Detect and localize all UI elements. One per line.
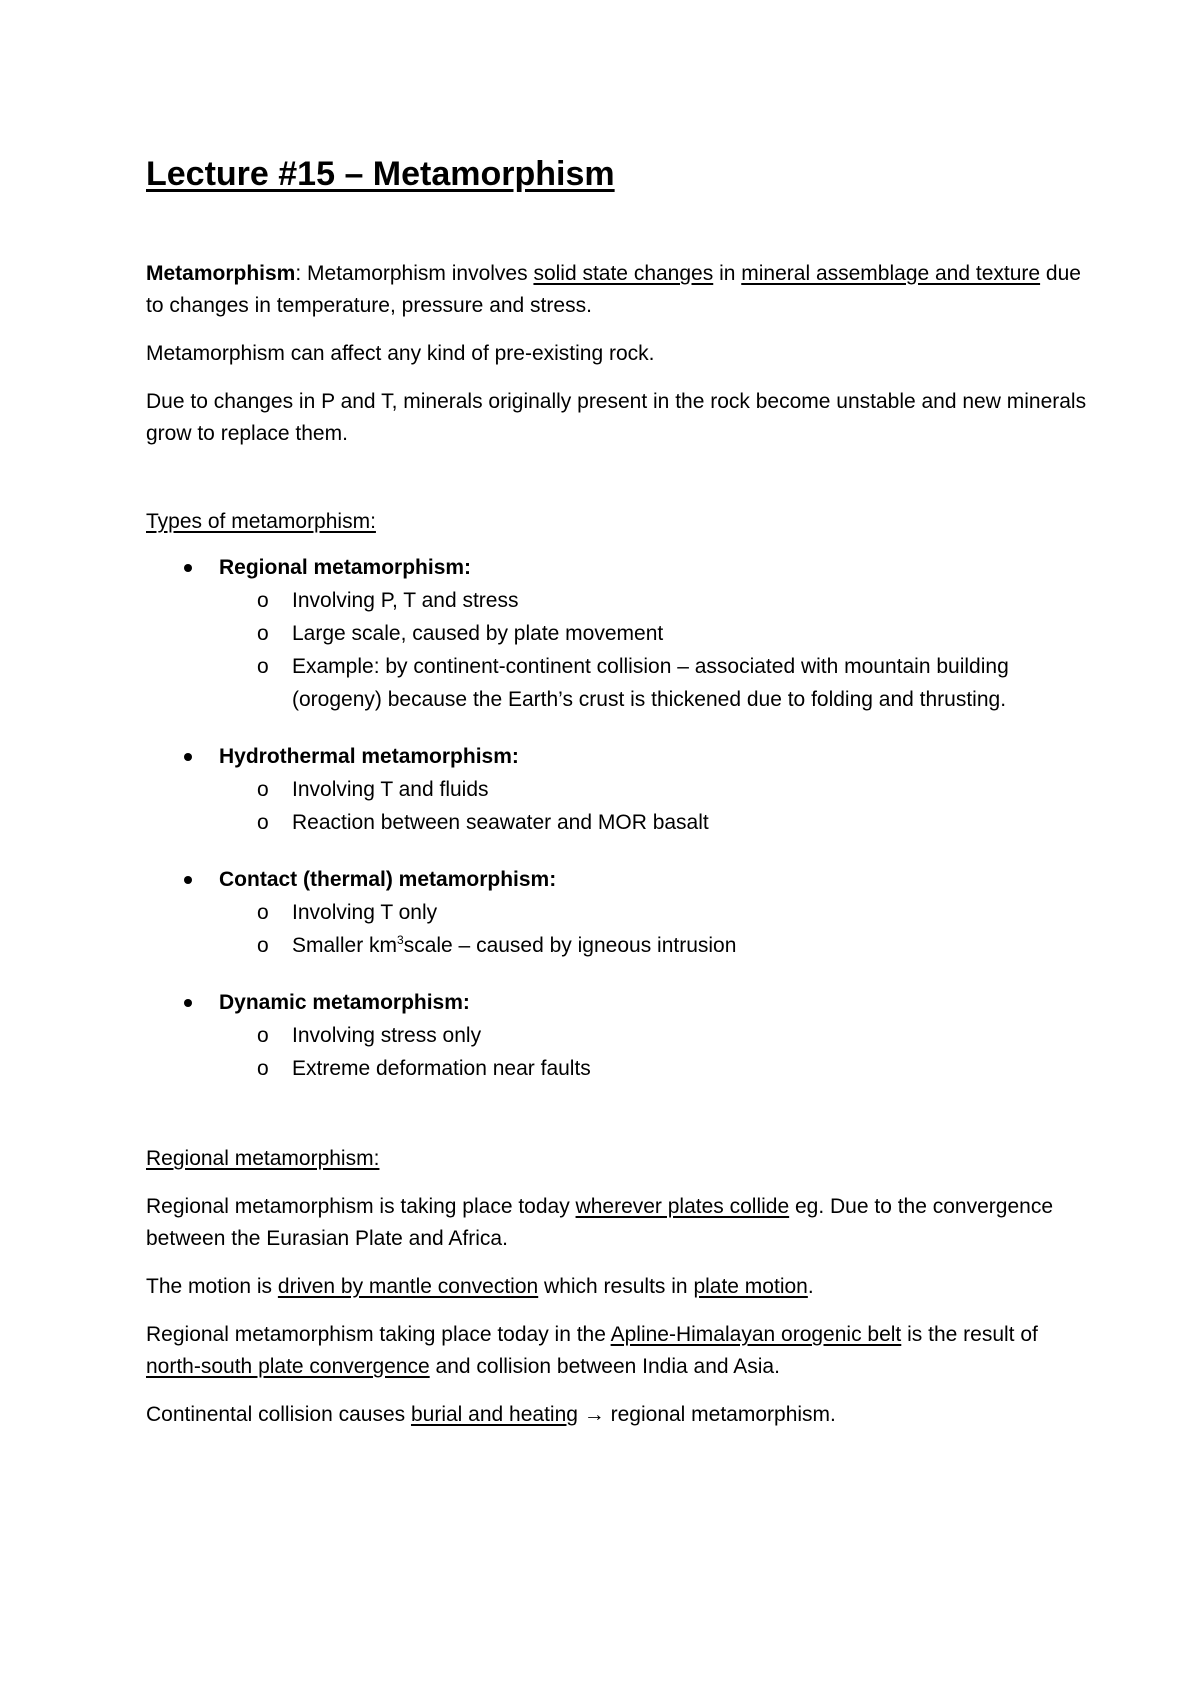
- circle-bullet-icon: o: [257, 622, 269, 645]
- sub-item: o Reaction between seawater and MOR basalt: [219, 806, 1096, 839]
- underlined-phrase: plate motion: [693, 1275, 808, 1298]
- sub-item: o Example: by continent-continent collision – associated with mountain building (orogeny) because the Earth’s crust is thickened due to folding and thrusting.: [219, 650, 1096, 716]
- circle-bullet-icon: o: [257, 778, 269, 801]
- type-title: Contact (thermal) metamorphism:: [219, 868, 557, 891]
- sub-list: [219, 896, 1096, 962]
- underlined-phrase: wherever plates collide: [575, 1195, 790, 1218]
- type-item-hydrothermal: [146, 741, 1096, 839]
- underlined-phrase: driven by mantle convection: [277, 1275, 539, 1298]
- bullet-icon: [184, 753, 192, 761]
- sub-item: o Involving stress only: [219, 1019, 1096, 1052]
- paragraph-any-rock: Metamorphism can affect any kind of pre-existing rock.: [146, 342, 655, 365]
- circle-bullet-icon: o: [257, 1057, 269, 1080]
- sub-item: o Extreme deformation near faults: [219, 1052, 1096, 1085]
- type-item-contact: [146, 864, 1096, 962]
- sub-item: o Large scale, caused by plate movement: [219, 617, 1096, 650]
- sub-item: o Involving P, T and stress: [219, 584, 1096, 617]
- underlined-phrase: Apline-Himalayan orogenic belt: [610, 1323, 902, 1346]
- type-item-dynamic: [146, 987, 1096, 1085]
- sub-item: o Involving T only: [219, 896, 1096, 929]
- type-title: Dynamic metamorphism:: [219, 991, 470, 1014]
- regional-paragraph-3: Regional metamorphism taking place today in the Apline-Himalayan orogenic belt is the result of north-south plate convergence and collision between India and Asia.: [146, 1323, 1038, 1378]
- circle-bullet-icon: o: [257, 1024, 269, 1047]
- circle-bullet-icon: o: [257, 901, 269, 924]
- regional-paragraph-1: Regional metamorphism is taking place today wherever plates collide eg. Due to the convergence between the Eurasian Plate and Africa.: [146, 1195, 1053, 1250]
- type-title: Hydrothermal metamorphism:: [219, 745, 519, 768]
- underlined-phrase: north-south plate convergence: [146, 1355, 430, 1378]
- circle-bullet-icon: o: [257, 655, 269, 678]
- regional-paragraph-2: The motion is driven by mantle convection which results in plate motion.: [146, 1275, 814, 1298]
- bullet-icon: [184, 876, 192, 884]
- arrow-right-icon: →: [577, 1403, 611, 1426]
- page-title: Lecture #15 – Metamorphism: [146, 155, 615, 193]
- type-item-regional: [146, 552, 1096, 716]
- bullet-icon: [184, 999, 192, 1007]
- regional-heading: Regional metamorphism:: [146, 1147, 380, 1170]
- definition-paragraph: Metamorphism: Metamorphism involves solid state changes in mineral assemblage and texture due to changes in temperature, pressure and stress.: [146, 262, 1081, 317]
- underlined-phrase: solid state changes: [533, 262, 714, 285]
- circle-bullet-icon: o: [257, 934, 269, 957]
- sub-list: [219, 773, 1096, 839]
- types-list: [146, 552, 1096, 1085]
- definition-term: Metamorphism: [146, 262, 296, 285]
- document-body: [146, 150, 1096, 1431]
- regional-paragraph-4: Continental collision causes burial and heating → regional metamorphism.: [146, 1403, 836, 1426]
- sub-list: [219, 1019, 1096, 1085]
- underlined-phrase: mineral assemblage and texture: [741, 262, 1041, 285]
- sub-item: o Smaller $km^3scale$ – caused by igneous intrusion: [219, 929, 1096, 962]
- underlined-phrase: burial and heating: [410, 1403, 578, 1426]
- paragraph-pt-changes: Due to changes in P and T, minerals originally present in the rock become unstable and new minerals grow to replace them.: [146, 390, 1087, 445]
- circle-bullet-icon: o: [257, 811, 269, 834]
- sub-item: o Involving T and fluids: [219, 773, 1096, 806]
- types-heading: Types of metamorphism:: [146, 510, 376, 533]
- sub-list: [219, 584, 1096, 716]
- type-title: Regional metamorphism:: [219, 556, 472, 579]
- bullet-icon: [184, 564, 192, 572]
- circle-bullet-icon: o: [257, 589, 269, 612]
